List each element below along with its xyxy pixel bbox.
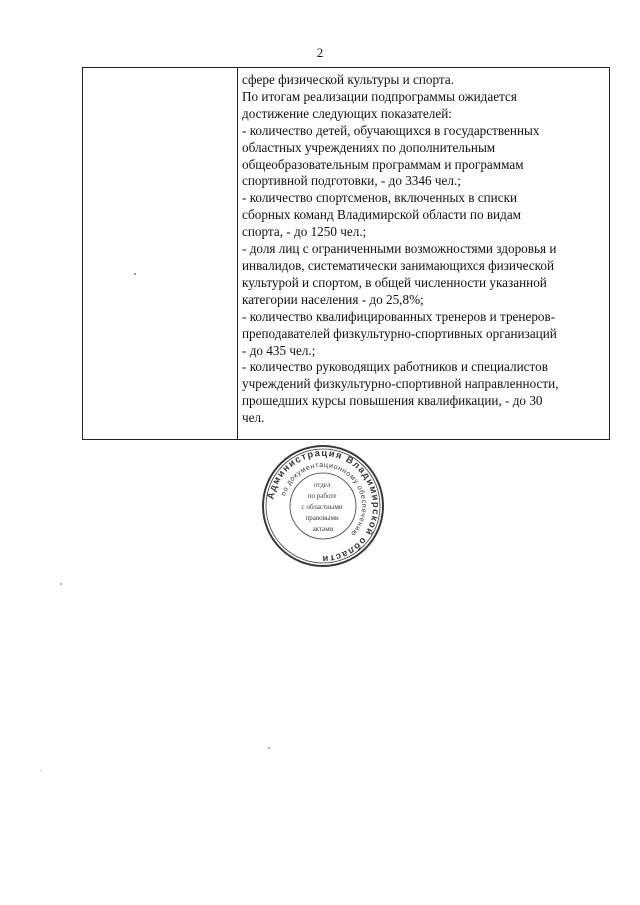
page-number: 2 xyxy=(316,45,324,60)
scan-speck xyxy=(40,770,41,771)
stamp-center-line: актами xyxy=(312,525,334,533)
text-line: чел. xyxy=(242,410,265,426)
document-table xyxy=(82,67,610,440)
stray-mark xyxy=(134,273,136,275)
text-line: - количество квалифицированных тренеров и тренеров- xyxy=(242,308,556,324)
text-line: - количество спортсменов, включенных в списки xyxy=(242,190,518,206)
text-line: спортивной подготовки, - до 3346 чел.; xyxy=(242,173,461,189)
text-line: сборных команд Владимирской области по видам xyxy=(242,207,522,223)
stamp-inner-ring-text: по документационному обеспечению xyxy=(278,459,370,539)
scan-speck xyxy=(60,583,62,585)
text-line: - количество руководящих работников и специалистов xyxy=(242,359,548,375)
stamp-outer-text: Администрация Владимирской области xyxy=(265,447,382,565)
text-line: областных учреждениях по дополнительным xyxy=(242,139,496,155)
text-line: общеобразовательным программам и программам xyxy=(242,156,524,172)
text-line: преподавателей физкультурно-спортивных организаций xyxy=(242,325,557,341)
text-line: По итогам реализации подпрограммы ожидается xyxy=(242,88,517,104)
text-line: - до 435 чел.; xyxy=(242,342,316,358)
text-line: культурой и спортом, в общей численности указанной xyxy=(242,274,547,290)
stamp-center-line: по работе xyxy=(307,492,337,500)
text-line: учреждений физкультурно-спортивной направленности, xyxy=(242,376,559,392)
text-line: прошедших курсы повышения квалификации, - до 30 xyxy=(242,393,543,409)
stamp-center-line: с областными xyxy=(301,503,343,511)
official-stamp xyxy=(260,443,386,569)
text-line: инвалидов, систематически занимающихся физической xyxy=(242,257,554,273)
stamp-graphic xyxy=(260,443,386,569)
stamp-center-line: отдел xyxy=(313,481,331,489)
text-line: достижение следующих показателей: xyxy=(242,105,452,121)
text-line: - доля лиц с ограниченными возможностями здоровья и xyxy=(242,241,557,257)
text-line: - количество детей, обучающихся в государственных xyxy=(242,122,540,138)
text-line: спорта, - до 1250 чел.; xyxy=(242,224,367,240)
text-line: категории населения - до 25,8%; xyxy=(242,291,424,307)
svg-text:отдел по работе с xyxy=(302,481,345,533)
table-right-cell xyxy=(238,68,609,439)
text-line: сфере физической культуры и спорта. xyxy=(242,72,454,87)
table-left-cell xyxy=(83,68,238,439)
scan-speck xyxy=(268,747,270,749)
stamp-center-line: правовыми xyxy=(305,514,339,522)
